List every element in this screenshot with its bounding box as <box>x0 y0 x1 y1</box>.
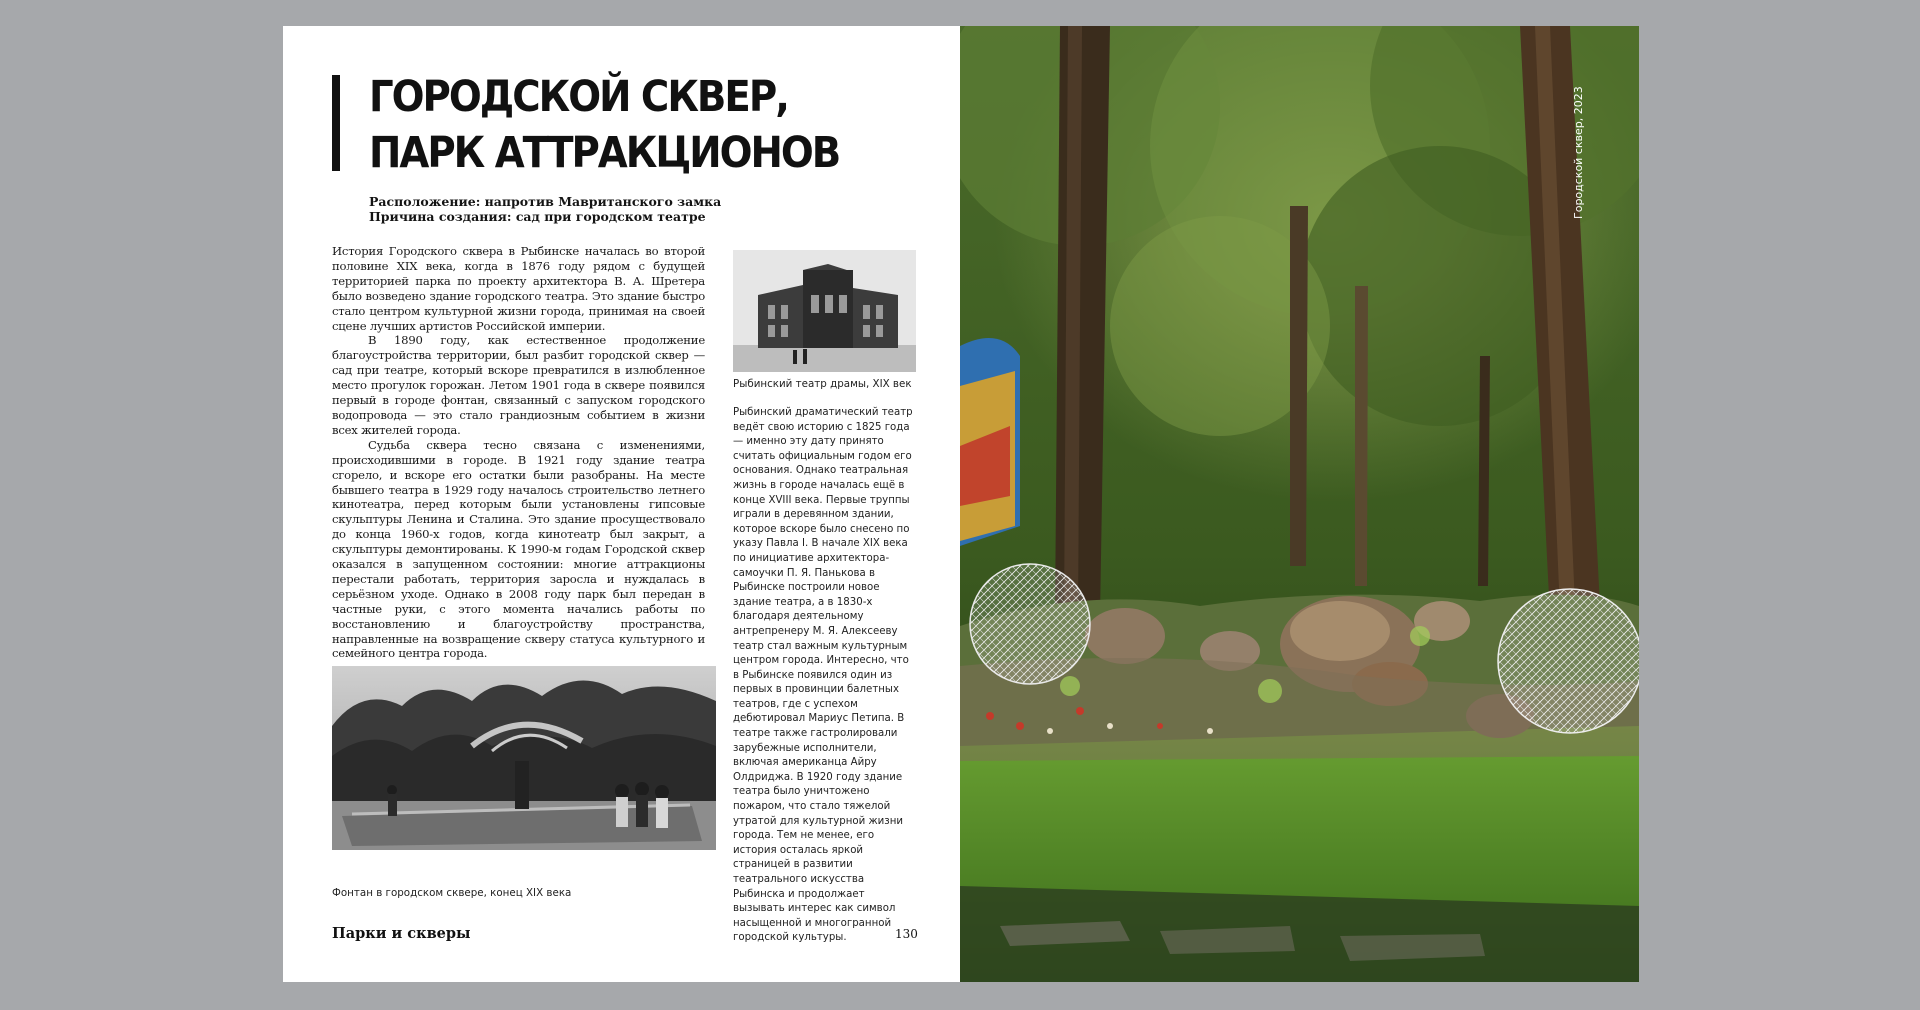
book-spread <box>283 26 1639 982</box>
body-paragraph-3: Судьба сквера тесно связана с изменениями, происходившими в городе. В 1921 году здание театра сгорело, и вскоре его остатки были разобраны. На месте бывшего театра в 1929 году началось строительство летнего кинотеатра, перед которым были установлены гипсовые скульптуры Ленина и Сталина. Это здание просуществовало до конца 1960-х годов, когда кинотеатр был закрыт, а скульптуры демонтированы. К 1990-м годам Городской сквер оказался в запущенном состоянии: многие аттракционы перестали работать, территория заросла и нуждалась в серьёзном уходе. Однако в 2008 году парк был передан в частные руки, с этого момента начались работы по восстановлению и благоустройству пространства, направленные на возвращение скверу статуса культурного и семейного центра города. <box>332 437 705 661</box>
photo-caption <box>1570 74 1584 219</box>
left-page <box>283 26 960 982</box>
location-line: Расположение: напротив Мавританского замка <box>369 194 722 209</box>
title-accent-bar <box>332 75 340 171</box>
theatre-photo-drawing <box>733 250 916 372</box>
fountain-photo-drawing <box>332 666 716 850</box>
page-number: 130 <box>895 927 918 941</box>
footer-section-title: Парки и скверы <box>332 925 471 942</box>
body-paragraph-2: В 1890 году, как естественное продолжение благоустройства территории, был разбит городской сквер — сад при театре, который вскоре превратился в излюбленное место прогулок горожан. Летом 1901 года в сквере появился первый в городе фонтан, связанный с запуском городского водопровода — это стало грандиозным событием в жизни всех жителей города. <box>332 333 705 437</box>
body-paragraph-1: История Городского сквера в Рыбинске началась во второй половине XIX века, когда в 1876 году рядом с будущей территорией парка по проекту архитектора В. А. Шретера было возведено здание городского театра. Это здание быстро стало центром культурной жизни города, принимая на своей сцене лучших артистов Российской империи. <box>332 244 705 333</box>
theatre-caption: Рыбинский театр драмы, XIX век <box>733 378 912 390</box>
park-photo <box>960 26 1639 982</box>
article-title <box>369 69 929 181</box>
sidebar-text-block <box>733 406 918 946</box>
right-page <box>960 26 1639 982</box>
title-line-2: ПАРК АТТРАКЦИОНОВ <box>369 128 840 178</box>
reason-line: Причина создания: сад при городском театре <box>369 209 706 224</box>
fountain-photo <box>332 666 716 850</box>
theatre-photo <box>733 250 916 372</box>
article-body <box>332 244 705 661</box>
title-line-1: ГОРОДСКОЙ СКВЕР, <box>369 72 788 122</box>
fountain-caption: Фонтан в городском сквере, конец XIX века <box>332 887 572 899</box>
article-meta <box>369 194 889 224</box>
sidebar-paragraph: Рыбинский драматический театр ведёт свою историю с 1825 года — именно эту дату принято считать официальным годом его основания. Однако театральная жизнь в городе началась ещё в конце XVIII века. Первые труппы играли в деревянном здании, которое вскоре было снесено по указу Павла I. В начале XIX века по инициативе архитектора-самоучки П. Я. Панькова в Рыбинске построили новое здание театра, а в 1830-х благодаря деятельному антрепренеру М. Я. Алексееву театр стал важным культурным центром города. Интересно, что в Рыбинске появился один из первых в провинции балетных театров, где с успехом дебютировал Мариус Петипа. В театре также гастролировали зарубежные исполнители, включая американца Айру Олдриджа. В 1920 году здание театра было уничтожено пожаром, что стало тяжелой утратой для культурной жизни города. Тем не менее, его история осталась яркой страницей в развитии театрального искусства Рыбинска и продолжает вызывать интерес как символ насыщенной и многогранной городской культуры. <box>733 407 913 944</box>
photo-caption-text: Городской сквер, 2023 <box>1572 86 1585 219</box>
